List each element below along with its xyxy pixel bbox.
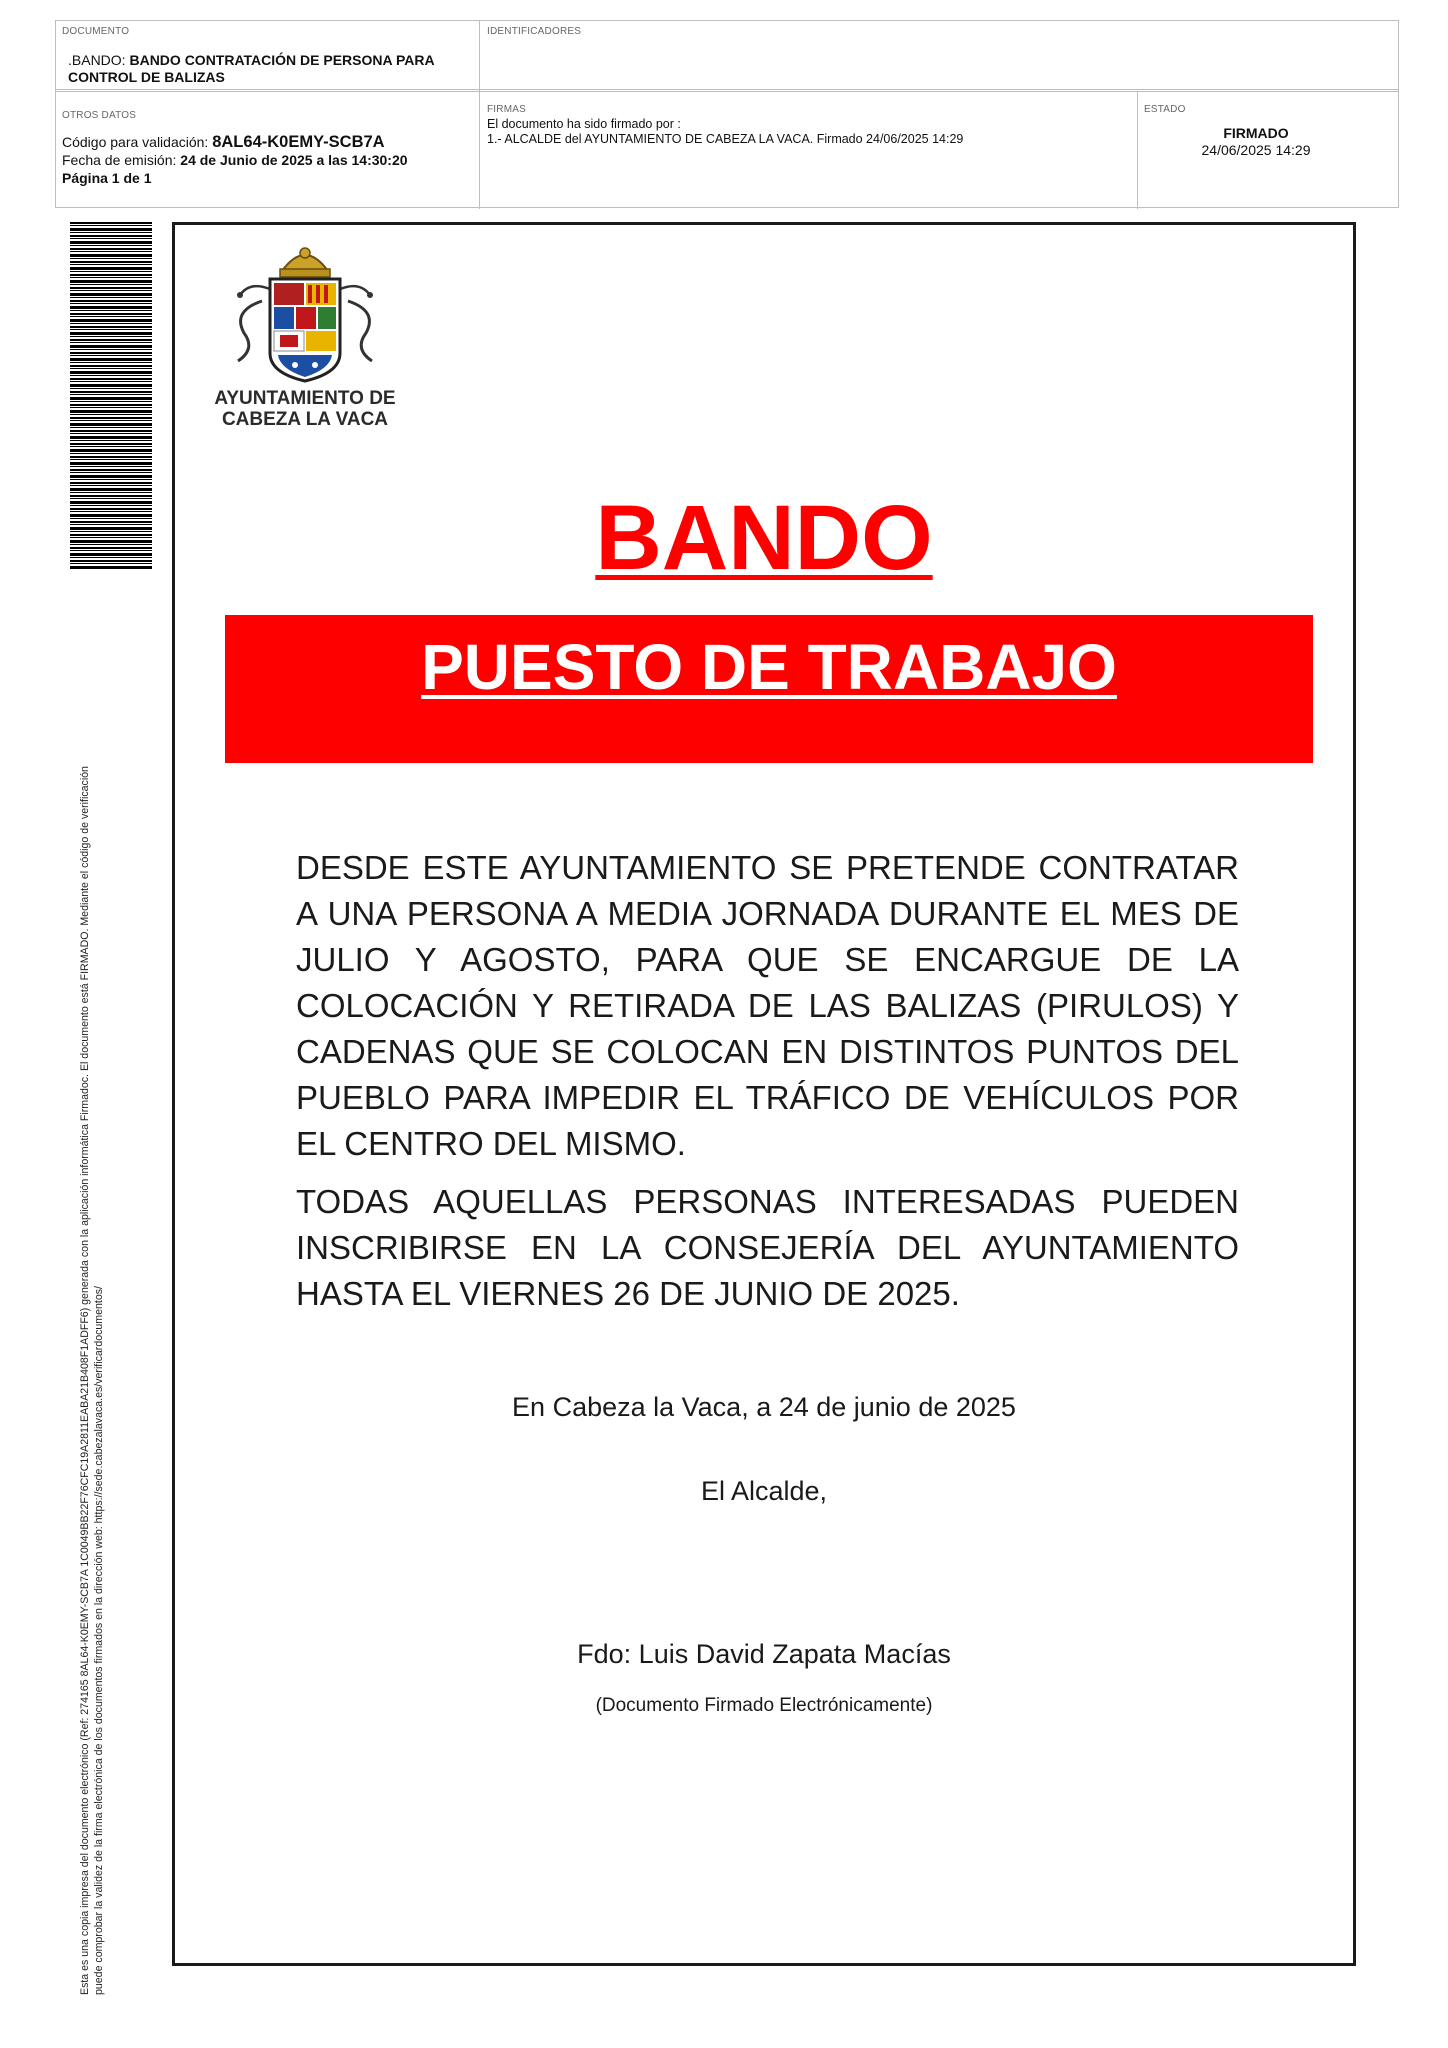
firmas-caption: FIRMAS: [487, 104, 526, 115]
firmas-line1: El documento ha sido firmado por :: [487, 117, 681, 131]
document-metadata-table: [55, 20, 1399, 208]
documento-caption: DOCUMENTO: [62, 26, 130, 37]
documento-prefix: .BANDO:: [68, 52, 126, 68]
firmas-line2: 1.- ALCALDE del AYUNTAMIENTO DE CABEZA LA VACA. Firmado 24/06/2025 14:29: [487, 132, 964, 146]
estado-values: [1144, 125, 1394, 159]
verification-text: [78, 575, 114, 1995]
verification-text-lines: [78, 575, 106, 1995]
subtitle-banner: [225, 615, 1313, 763]
coat-of-arms-icon: [200, 241, 410, 386]
estado-caption: ESTADO: [1144, 104, 1186, 115]
signer-role: El Alcalde,: [700, 1476, 828, 1506]
body-paragraph-1: DESDE ESTE AYUNTAMIENTO SE PRETENDE CONTRATAR A UNA PERSONA A MEDIA JORNADA DURANTE EL MES DE JULIO Y AGOSTO, PARA QUE SE ENCARGUE DE LA COLOCACIÓN Y RETIRADA DE LAS BALIZAS (PIRULOS) Y CADENAS QUE SE COLOCAN EN DISTINTOS PUNTOS DEL PUEBLO PARA IMPEDIR EL TRÁFICO DE VEHÍCULOS POR EL CENTRO DEL MISMO.: [296, 849, 1239, 1162]
otros-datos-cell: [62, 110, 472, 187]
table-divider: [56, 89, 1398, 92]
otros-datos-caption: OTROS DATOS: [62, 110, 137, 121]
body-paragraph-2: TODAS AQUELLAS PERSONAS INTERESADAS PUEDEN INSCRIBIRSE EN LA CONSEJERÍA DEL AYUNTAMIENTO HASTA EL VIERNES 26 DE JUNIO DE 2025.: [296, 1183, 1239, 1312]
verification-line-2: puede comprobar la validez de la firma electrónica de los documentos firmados en la dirección web: https://sede.cabezalavaca.es/verificardocumentos/: [93, 1286, 105, 1995]
identificadores-cell: [487, 26, 1127, 38]
codigo-value: 8AL64-K0EMY-SCB7A: [212, 133, 385, 151]
barcode: [70, 222, 152, 570]
firmas-cell: [487, 104, 1127, 147]
logo-line-2: CABEZA LA VACA: [221, 409, 389, 430]
documento-cell: [62, 26, 472, 86]
estado-status: FIRMADO: [1223, 125, 1289, 141]
documento-title-text: BANDO CONTRATACIÓN DE PERSONA PARA CONTROL DE BALIZAS: [68, 52, 435, 85]
table-divider: [1137, 91, 1138, 209]
logo-caption: [200, 388, 410, 430]
signature-note: (Documento Firmado Electrónicamente): [595, 1695, 933, 1716]
fecha-emision: [62, 152, 472, 169]
signature: Fdo: Luis David Zapata Macías: [577, 1639, 951, 1669]
codigo-validacion: [62, 134, 472, 151]
subtitle: PUESTO DE TRABAJO: [421, 631, 1117, 703]
pagina: Página 1 de 1: [62, 170, 152, 186]
fecha-label: Fecha de emisión:: [62, 152, 177, 168]
documento-title: [62, 52, 472, 86]
verification-line-1: Esta es una copia impresa del documento electrónico (Ref: 274165 8AL64-K0EMY-SCB7A 1C0049BB22F76CFC19A2811EABA21B408F1ADFF6) generada con la aplicación informática Firmadoc. El documento está FIRMADO. Mediante el código de verificación: [79, 766, 91, 1995]
estado-cell: [1144, 104, 1394, 159]
logo-line-1: AYUNTAMIENTO DE: [214, 388, 396, 409]
fecha-value: 24 de Junio de 2025 a las 14:30:20: [180, 152, 408, 168]
bando-document: [172, 222, 1356, 1966]
table-divider: [479, 21, 480, 209]
codigo-label: Código para validación:: [62, 134, 209, 150]
page-title: BANDO: [595, 487, 933, 589]
identificadores-caption: IDENTIFICADORES: [487, 26, 582, 37]
place-date: En Cabeza la Vaca, a 24 de junio de 2025: [512, 1392, 1016, 1422]
ayuntamiento-logo: [200, 241, 410, 441]
estado-date: 24/06/2025 14:29: [1201, 142, 1311, 158]
